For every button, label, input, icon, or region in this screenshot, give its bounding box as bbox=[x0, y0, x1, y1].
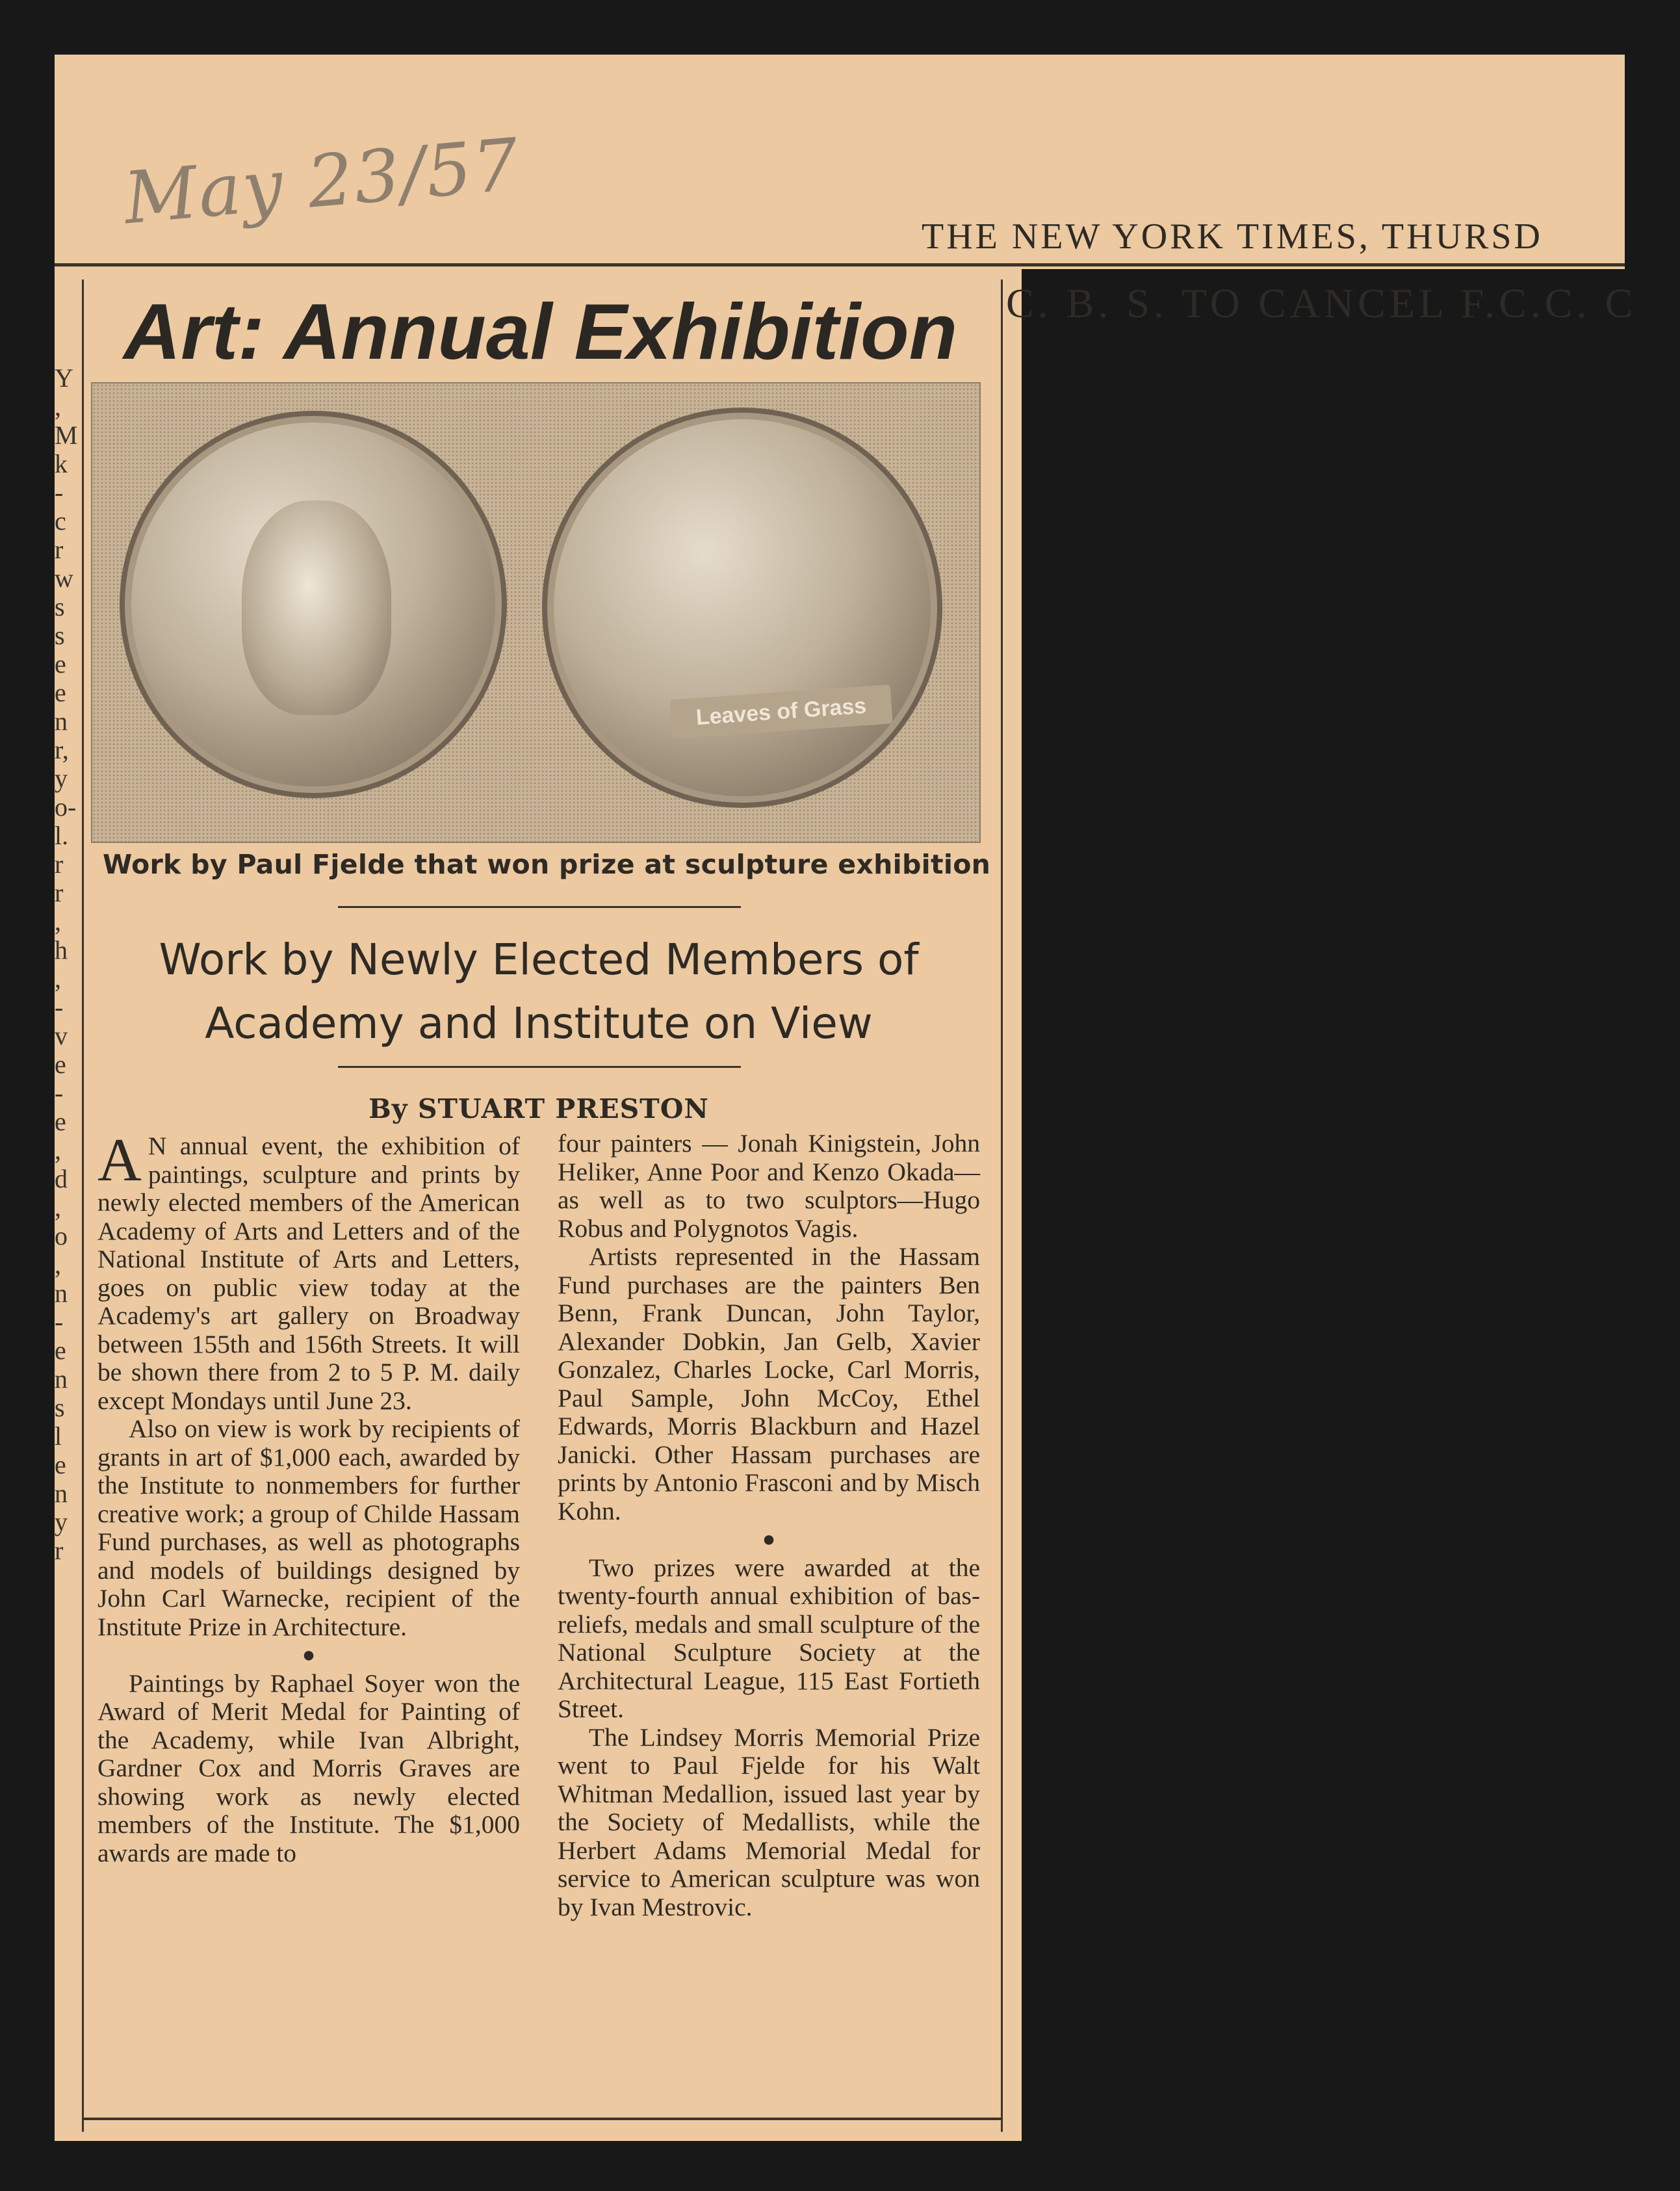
whitman-portrait-relief bbox=[242, 500, 391, 715]
fragment-letter: r bbox=[55, 535, 64, 564]
fragment-letter: , bbox=[55, 392, 61, 421]
medal-photo bbox=[91, 382, 981, 843]
article-column-2 bbox=[558, 1130, 980, 1921]
fragment-letter: e bbox=[55, 649, 66, 679]
fragment-letter: Y bbox=[55, 363, 73, 393]
fragment-letter: e bbox=[55, 1107, 66, 1136]
fragment-letter: o- bbox=[55, 792, 77, 822]
walt-whitman-medal-reverse bbox=[554, 419, 931, 796]
fragment-letter: e bbox=[55, 1336, 66, 1365]
section-bullet: ● bbox=[302, 1643, 316, 1667]
fragment-letter: , bbox=[55, 1250, 61, 1279]
fragment-letter: , bbox=[55, 1193, 61, 1222]
fragment-letter: - bbox=[55, 478, 64, 507]
fragment-letter: r bbox=[55, 849, 64, 879]
fragment-letter: s bbox=[55, 621, 65, 650]
fragment-letter: y bbox=[55, 764, 68, 793]
handwritten-date: May 23/57 bbox=[120, 122, 523, 240]
article-paragraph: Artists represented in the Hassam Fund purchases are the painters Ben Benn, Frank Duncan, John Taylor, Alexander Dobkin, Jan Gelb, Xavier Gonzalez, Charles Locke, Carl Morris, Paul Sample, John McCoy, Ethel Edwards, Morris Blackburn and Hazel Janicki. Other Hassam purchases are prints by Antonio Frasconi and by Misch Kohn. bbox=[558, 1242, 980, 1525]
adjacent-headline-fragment: C. B. S. TO CANCEL F.C.C. C bbox=[1006, 280, 1637, 324]
fragment-letter: n bbox=[55, 1479, 68, 1508]
fragment-letter: r, bbox=[55, 735, 69, 764]
fragment-letter: d bbox=[55, 1164, 68, 1193]
fragment-letter: , bbox=[55, 1135, 61, 1165]
article-bottom-rule bbox=[82, 2118, 1003, 2120]
byline: By STUART PRESTON bbox=[368, 1093, 709, 1124]
section-bullet: ● bbox=[762, 1527, 776, 1551]
caption-divider bbox=[338, 906, 741, 908]
fragment-letter: n bbox=[55, 707, 68, 736]
adjacent-column-fragment bbox=[55, 364, 81, 1565]
medal-inscription: Leaves of Grass bbox=[669, 684, 892, 739]
fragment-letter: - bbox=[55, 1078, 64, 1108]
left-column-rule bbox=[82, 279, 84, 2132]
fragment-letter: M bbox=[55, 421, 78, 450]
article-paragraph: Also on view is work by recipients of grants in art of $1,000 each, awarded by the Institute to nonmembers for further creative work; a group of Childe Hassam Fund purchases, as well as photographs and models of buildings designed by John Carl Warnecke, recipient of the Institute Prize in Architecture. bbox=[97, 1414, 520, 1641]
fragment-letter: e bbox=[55, 678, 66, 707]
fragment-letter: e bbox=[55, 1450, 66, 1479]
fragment-letter: e bbox=[55, 1050, 66, 1079]
dark-backing-board bbox=[1022, 324, 1680, 2191]
masthead-rule bbox=[55, 263, 1625, 266]
fragment-letter: c bbox=[55, 506, 66, 536]
fragment-letter: l. bbox=[55, 821, 69, 850]
right-column-rule bbox=[1001, 279, 1003, 2132]
fragment-letter: w bbox=[55, 564, 73, 593]
subheadline-line-1: Work by Newly Elected Members of bbox=[159, 935, 919, 985]
fragment-letter: y bbox=[55, 1507, 68, 1536]
fragment-letter: v bbox=[55, 1021, 68, 1050]
article-paragraph: four painters — Jonah Kinigstein, John Heliker, Anne Poor and Kenzo Okada—as well as to two sculptors—Hugo Robus and Polygnotos Vagis. bbox=[558, 1129, 980, 1243]
fragment-letter: n bbox=[55, 1278, 68, 1308]
subheadline-line-2: Academy and Institute on View bbox=[205, 998, 873, 1048]
fragment-letter: s bbox=[55, 592, 65, 621]
article-paragraph: A N annual event, the exhibition of paintings, sculpture and prints by newly elected members of the American Academy of Arts and Letters and of the National Institute of Arts and Letters, goes on public view today at the Academy's art gallery on Broadway between 155th and 156th Streets. It will be shown there from 2 to 5 P. M. daily except Mondays until June 23. bbox=[97, 1126, 520, 1415]
fragment-letter: l bbox=[55, 1421, 62, 1451]
newspaper-masthead: THE NEW YORK TIMES, THURSD bbox=[922, 216, 1543, 257]
headline: Art: Annual Exhibition bbox=[123, 287, 958, 376]
article-column-1 bbox=[97, 1126, 520, 1867]
fragment-letter: r bbox=[55, 878, 64, 907]
drop-cap: A bbox=[97, 1126, 142, 1194]
walt-whitman-medal-obverse bbox=[131, 422, 495, 786]
article-paragraph: Paintings by Raphael Soyer won the Award of Merit Medal for Painting of the Academy, while Ivan Albright, Gardner Cox and Morris Graves are showing work as newly elected members of the Institute. The $1,000 awards are made to bbox=[97, 1668, 520, 1867]
fragment-letter: - bbox=[55, 1307, 64, 1336]
fragment-letter: , bbox=[55, 907, 61, 936]
subheadline-divider bbox=[338, 1066, 741, 1068]
article-paragraph: The Lindsey Morris Memorial Prize went to Paul Fjelde for his Walt Whitman Medallion, issued last year by the Society of Medallists, while the Herbert Adams Memorial Medal for service to American sculpture was won by Ivan Mestrovic. bbox=[558, 1722, 980, 1921]
fragment-letter: h bbox=[55, 935, 68, 965]
fragment-letter: s bbox=[55, 1393, 65, 1422]
fragment-letter: o bbox=[55, 1221, 68, 1251]
photo-caption: Work by Paul Fjelde that won prize at sculpture exhibition bbox=[103, 849, 991, 880]
fragment-letter: r bbox=[55, 1536, 64, 1565]
fragment-letter: n bbox=[55, 1364, 68, 1394]
fragment-letter: - bbox=[55, 992, 64, 1022]
fragment-letter: , bbox=[55, 964, 61, 993]
fragment-letter: k bbox=[55, 449, 68, 478]
article-paragraph: Two prizes were awarded at the twenty-fourth annual exhibition of bas-reliefs, medals and small sculpture of the National Sculpture Society at the Architectural League, 115 East Fortieth Street. bbox=[558, 1553, 980, 1723]
